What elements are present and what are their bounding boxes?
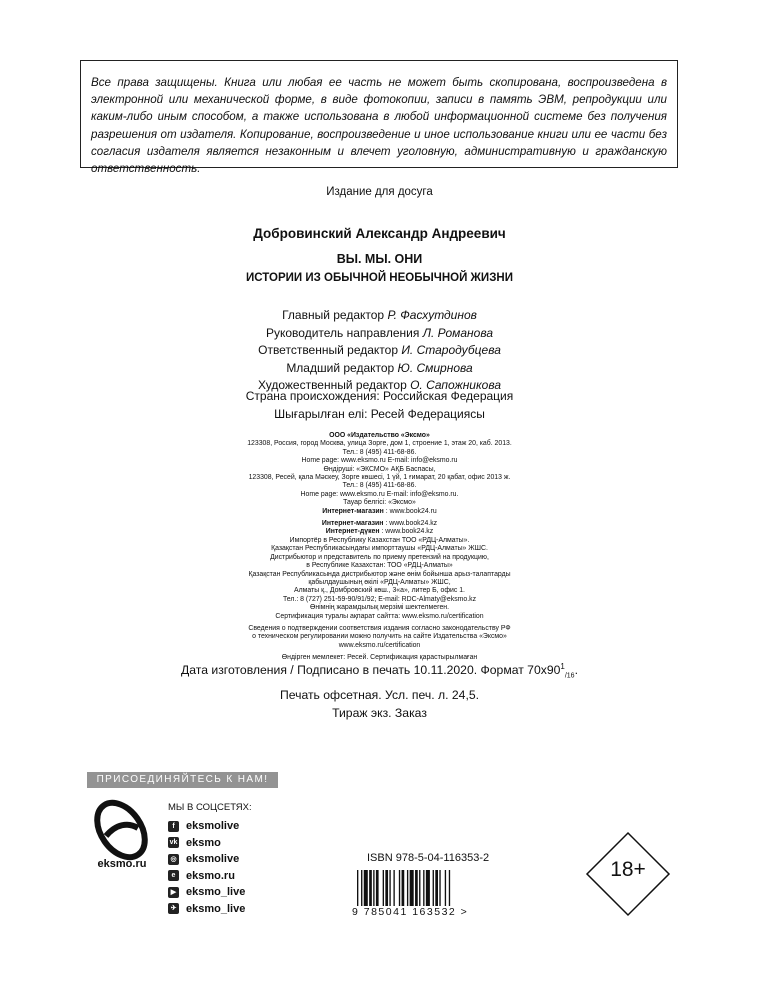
barcode-bar	[389, 870, 390, 906]
eksmo-logo-icon	[86, 798, 156, 866]
barcode-bar	[449, 870, 450, 906]
barcode-bar	[357, 870, 358, 906]
barcode-number: 9 785041 163532 >	[352, 906, 469, 918]
staff-line: Художественный редактор О. Сапожникова	[257, 378, 501, 392]
join-us-banner: ПРИСОЕДИНЯЙТЕСЬ К НАМ!	[87, 772, 278, 788]
barcode-bar	[439, 870, 440, 906]
country-of-origin: Страна происхождения: Российская Федерация Шығарылған елі: Ресей Федерациясы	[245, 389, 514, 421]
vk-icon: vk	[169, 839, 178, 847]
social-links	[168, 818, 245, 917]
barcode-bar	[393, 870, 394, 906]
social-vk[interactable]: vk eksmo	[169, 836, 221, 849]
print-info: Дата изготовления / Подписано в печать 10.11.2020. Формат $70x90^1_{/16}$. Печать офсетная. Усл. печ. л. 24,5. Тираж экз. Заказ	[181, 662, 578, 720]
barcode-bar	[435, 870, 438, 906]
barcode-bar	[399, 870, 400, 906]
barcode-bar	[383, 870, 384, 906]
barcode	[355, 870, 490, 906]
social-heading: МЫ В СОЦСЕТЯХ:	[168, 802, 252, 813]
barcode-bar	[419, 870, 420, 906]
barcode-bar	[402, 870, 405, 906]
facebook-icon: f	[168, 821, 179, 832]
publisher-info: ООО «Издательство «Эксмо» 123308, Россия, город Москва, улица Зорге, дом 1, строение 1, этаж 20, каб. 2013. Тел.: 8 (495) 411-68-86. Home page: www.eksmo.ru E-mail: info@eksmo.ru Өндіруші: «ЭКСМО» АҚБ Баспасы, 123308, Ресей, қала Мәскеу, Зорге көшесі, 1 үй, 1 ғимарат, 20 қабат, офис 2013 ж. Тел.: 8 (495) 411-68-86. Home page: www.eksmo.ru E-mail: info@eksmo.ru. Тауар белгісі: «Эксмо» Интернет-магазин : www.book24.ru Интернет-магазин : www.book24.kz Интернет-дүкен : www.book24.kz Импортёр в Республику Казахстан ТОО «РДЦ-Алматы». Қазақстан Республикасындағы импорттаушы «РДЦ-Алматы» ЖШС. Дистрибьютор и представитель по приему претензий на продукцию, в Республике Казахстан: ТОО «РДЦ-Алматы» Қазақстан Республикасында дистрибьютор және өнім бойынша арыз-талаптарды қабылдаушының өкілі «РДЦ-Алматы» ЖШС, Алматы қ., Домбровский көш., 3«а», литер Б, офис 1. Тел.: 8 (727) 251-59-90/91/92; E-mail: RDC-Almaty@eksmo.kz Өнімнің жарамдылық мерзімі шектелмеген. Сертификация туралы ақпарат сайтта: www.eksmo.ru/certification Сведения о подтверждении соответствия издания согласно законодательству РФ о техническом регулировании можно получить на сайте Издательства «Эксмо» www.eksmo.ru/certification Өндірген мемлекет: Ресей. Сертификация қарастырылмаған	[247, 432, 512, 662]
globe-icon: e	[168, 870, 179, 881]
eksmo-logo-text: eksmo.ru	[97, 858, 147, 870]
age-rating: 18+	[610, 858, 646, 881]
barcode-bar	[407, 870, 408, 906]
social-telegram[interactable]: ✈ eksmo_live	[168, 901, 245, 918]
barcode-bar	[410, 870, 414, 906]
staff-line: Главный редактор Р. Фасхутдинов	[282, 308, 477, 322]
social-website[interactable]: e eksmo.ru	[168, 868, 245, 885]
author-name: Добровинский Александр Андреевич	[253, 226, 506, 241]
barcode-bar	[373, 870, 374, 906]
isbn: ISBN 978-5-04-116353-2	[367, 852, 490, 864]
staff-line: Ответственный редактор И. Стародубцева	[258, 343, 501, 357]
barcode-bar	[415, 870, 418, 906]
instagram-icon: ◎	[168, 854, 179, 865]
barcode-bar	[369, 870, 372, 906]
editorial-staff	[0, 307, 759, 395]
edition-type: Издание для досуга	[326, 186, 433, 198]
barcode-bar	[361, 870, 362, 906]
staff-line: Руководитель направления Л. Романова	[265, 325, 494, 340]
barcode-bar	[445, 870, 446, 906]
book-subtitle: ИСТОРИИ ИЗ ОБЫЧНОЙ НЕОБЫЧНОЙ ЖИЗНИ	[246, 272, 513, 284]
youtube-icon: ▶	[168, 887, 179, 898]
barcode-bar	[364, 870, 368, 906]
barcode-bar	[426, 870, 430, 906]
barcode-bar	[385, 870, 388, 906]
social-facebook[interactable]: f eksmolive	[168, 818, 245, 835]
telegram-icon: ✈	[168, 903, 179, 914]
book-title: ВЫ. МЫ. ОНИ	[336, 252, 423, 266]
barcode-bar	[433, 870, 434, 906]
social-instagram[interactable]: ◎ eksmolive	[168, 851, 245, 868]
copyright-notice: Все права защищены. Книга или любая ее часть не может быть скопирована, воспроизведена в электронной или механической форме, в виде фотокопии, записи в память ЭВМ, репродукции или каким-либо иным способом, а также использована в любой информационной системе без получения разрешения от издателя. Копирование, воспроизведение и иное использование книги или ее части без согласия издателя является незаконным и влечет уголовную, административную и гражданскую ответственность.	[80, 60, 678, 168]
social-youtube[interactable]: ▶ eksmo_live	[168, 884, 245, 901]
staff-line: Младший редактор Ю. Смирнова	[286, 360, 473, 375]
barcode-bar	[423, 870, 424, 906]
barcode-bar	[376, 870, 379, 906]
